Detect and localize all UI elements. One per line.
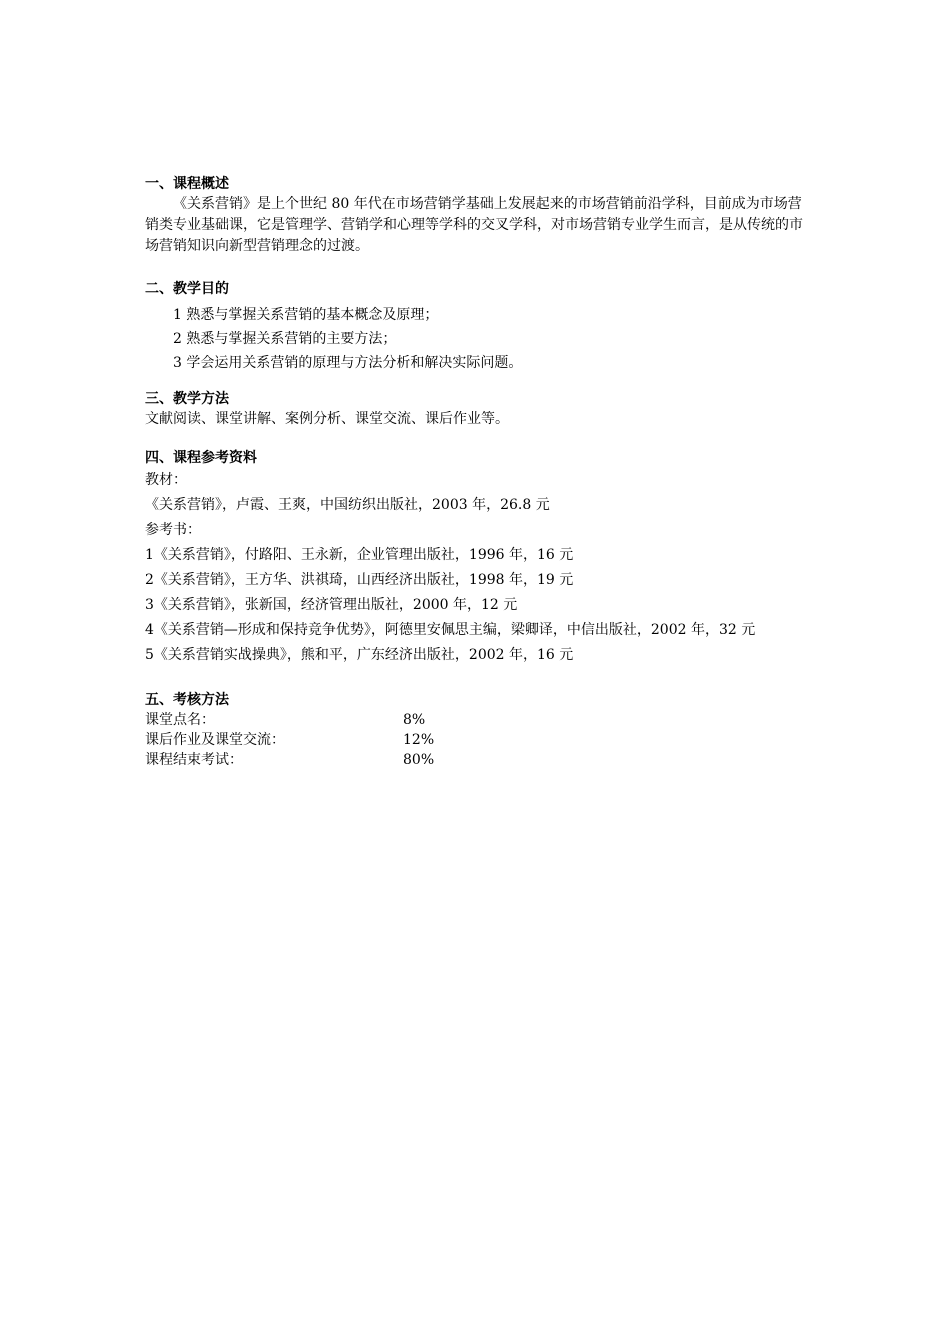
section-heading-methods: 三、教学方法 xyxy=(145,391,229,407)
assessment-value: 8% xyxy=(403,712,426,728)
refbook-entry: 3《关系营销》，张新国，经济管理出版社，2000 年，12 元 xyxy=(145,597,518,613)
refbook-entry: 5《关系营销实战操典》，熊和平，广东经济出版社，2002 年，16 元 xyxy=(145,647,574,663)
assessment-value: 12% xyxy=(403,732,435,748)
assessment-row xyxy=(145,730,815,750)
objective-item: 3 学会运用关系营销的原理与方法分析和解决实际问题。 xyxy=(173,355,523,371)
refbook-entry: 2《关系营销》，王方华、洪祺琦，山西经济出版社，1998 年，19 元 xyxy=(145,572,574,588)
spacer xyxy=(145,668,815,690)
textbook-label: 教材： xyxy=(145,472,187,488)
assessment-label: 课后作业及课堂交流： xyxy=(145,732,285,748)
assessment-label: 课程结束考试： xyxy=(145,752,243,768)
refbooks-label: 参考书： xyxy=(145,522,201,538)
overview-paragraph: 《关系营销》是上个世纪 80 年代在市场营销学基础上发展起来的市场营销前沿学科，目前成为市场营销类专业基础课，它是管理学、营销学和心理等学科的交叉学科，对市场营销专业学生而言，是从传统的市场营销知识向新型营销理念的过渡。 xyxy=(145,196,803,254)
refbook-entry: 4《关系营销—形成和保持竞争优势》，阿德里安佩思主编，梁卿译，中信出版社，2002 年，32 元 xyxy=(145,622,756,638)
objective-item: 1 熟悉与掌握关系营销的基本概念及原理； xyxy=(173,307,439,323)
spacer xyxy=(145,257,815,279)
assessment-row xyxy=(145,750,815,770)
methods-text: 文献阅读、课堂讲解、案例分析、课堂交流、课后作业等。 xyxy=(145,411,509,427)
textbook-entry: 《关系营销》，卢霞、王爽，中国纺织出版社，2003 年，26.8 元 xyxy=(145,497,550,513)
spacer xyxy=(145,375,815,389)
section-heading-overview: 一、课程概述 xyxy=(145,176,229,192)
assessment-value: 80% xyxy=(403,752,435,768)
document-page xyxy=(145,174,815,770)
assessment-row xyxy=(145,710,815,730)
objective-item: 2 熟悉与掌握关系营销的主要方法； xyxy=(173,331,397,347)
assessment-label: 课堂点名： xyxy=(145,712,215,728)
refbook-entry: 1《关系营销》，付路阳、王永新，企业管理出版社，1996 年，16 元 xyxy=(145,547,574,563)
section-heading-objectives: 二、教学目的 xyxy=(145,281,229,297)
section-heading-assessment: 五、考核方法 xyxy=(145,692,229,708)
spacer xyxy=(145,430,815,448)
section-heading-references: 四、课程参考资料 xyxy=(145,450,257,466)
